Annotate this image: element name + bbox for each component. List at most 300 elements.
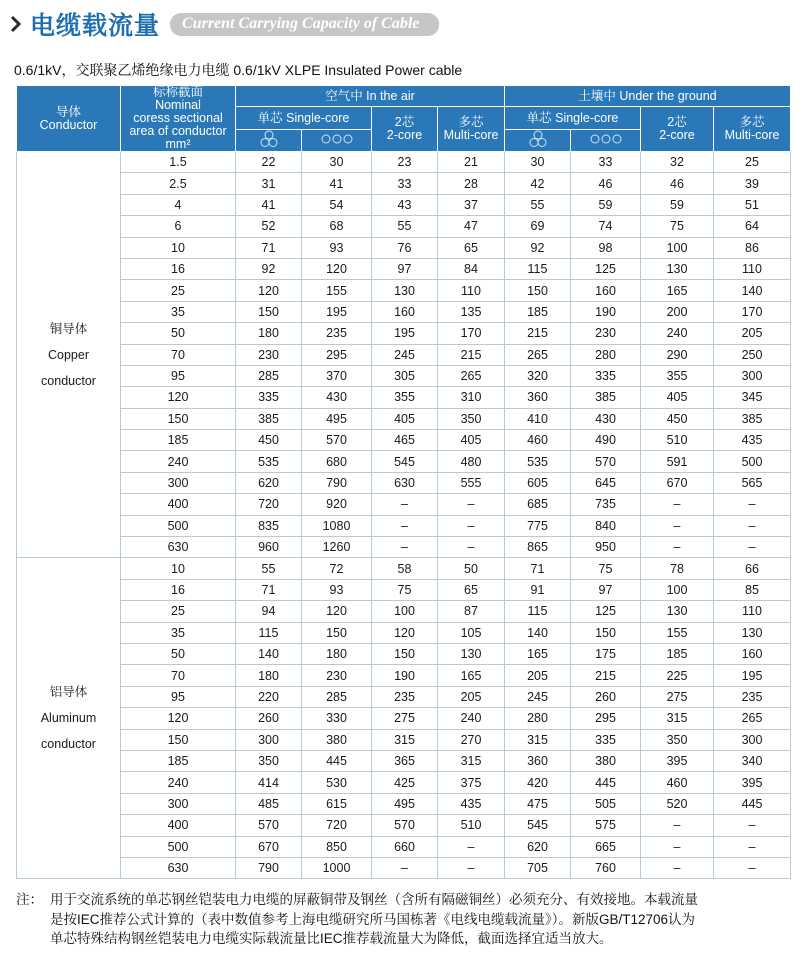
capacity-cell: 615 [302,793,372,814]
capacity-cell: 395 [714,772,791,793]
capacity-cell: 165 [438,665,505,686]
table-row [17,793,791,814]
capacity-cell: 185 [505,301,571,322]
capacity-cell: 91 [505,579,571,600]
nominal-area-cell: 95 [121,686,236,707]
capacity-cell: 245 [505,686,571,707]
table-row [17,237,791,258]
capacity-cell: 205 [438,686,505,707]
capacity-cell: 260 [571,686,641,707]
capacity-cell: 430 [571,408,641,429]
capacity-cell: 55 [372,216,438,237]
capacity-cell: 64 [714,216,791,237]
capacity-cell: 52 [236,216,302,237]
capacity-cell: 760 [571,857,641,878]
capacity-cell: 315 [505,729,571,750]
capacity-cell: 185 [641,643,714,664]
capacity-cell: 630 [372,472,438,493]
capacity-cell: 375 [438,772,505,793]
aluminum-conductor-label: 铝导体 Aluminum conductor [17,558,121,879]
capacity-cell: 480 [438,451,505,472]
capacity-cell: 55 [236,558,302,579]
capacity-cell: 71 [236,237,302,258]
capacity-cell: 175 [571,643,641,664]
nominal-area-cell: 150 [121,729,236,750]
capacity-cell: 120 [372,622,438,643]
nominal-area-cell: 10 [121,237,236,258]
capacity-cell: 240 [438,708,505,729]
capacity-cell: 31 [236,173,302,194]
capacity-cell: 130 [641,601,714,622]
capacity-cell: 150 [302,622,372,643]
flat-arrangement-icon [571,130,641,152]
nominal-area-cell: 35 [121,622,236,643]
table-row [17,750,791,771]
nominal-area-cell: 6 [121,216,236,237]
nominal-area-cell: 400 [121,494,236,515]
capacity-cell: 235 [302,323,372,344]
nominal-area-cell: 240 [121,451,236,472]
capacity-cell: 355 [372,387,438,408]
capacity-cell: 140 [236,643,302,664]
capacity-cell: 315 [438,750,505,771]
capacity-cell: 670 [236,836,302,857]
table-row [17,323,791,344]
nominal-area-cell: 400 [121,815,236,836]
capacity-cell: 445 [571,772,641,793]
capacity-cell: 510 [438,815,505,836]
capacity-cell: 1260 [302,537,372,558]
capacity-cell: 835 [236,515,302,536]
table-row [17,280,791,301]
capacity-cell: 435 [438,793,505,814]
nominal-area-cell: 25 [121,601,236,622]
capacity-cell: 150 [236,301,302,322]
table-subtitle: 0.6/1kV，交联聚乙烯绝缘电力电缆 0.6/1kV XLPE Insulated Power cable [14,62,463,78]
capacity-cell: 22 [236,152,302,173]
capacity-cell: 340 [714,750,791,771]
capacity-cell: 215 [505,323,571,344]
capacity-cell: – [641,494,714,515]
capacity-cell: 245 [372,344,438,365]
capacity-cell: 115 [505,258,571,279]
capacity-cell: 405 [641,387,714,408]
capacity-cell: 110 [438,280,505,301]
capacity-cell: 170 [438,323,505,344]
table-row [17,387,791,408]
capacity-cell: 405 [438,430,505,451]
capacity-cell: 495 [302,408,372,429]
capacity-cell: 575 [571,815,641,836]
capacity-cell: 39 [714,173,791,194]
capacity-cell: 670 [641,472,714,493]
capacity-cell: 59 [571,194,641,215]
capacity-cell: 410 [505,408,571,429]
capacity-cell: 51 [714,194,791,215]
capacity-cell: 555 [438,472,505,493]
page-title-english: Current Carrying Capacity of Cable [170,13,439,36]
capacity-cell: 50 [438,558,505,579]
capacity-cell: 350 [641,729,714,750]
capacity-cell: 76 [372,237,438,258]
capacity-cell: 260 [236,708,302,729]
capacity-cell: 225 [641,665,714,686]
capacity-cell: 250 [714,344,791,365]
capacity-cell: 685 [505,494,571,515]
capacity-cell: 775 [505,515,571,536]
table-row [17,258,791,279]
capacity-cell: 570 [571,451,641,472]
capacity-cell: – [438,857,505,878]
capacity-cell: 33 [571,152,641,173]
capacity-cell: 500 [714,451,791,472]
capacity-cell: 315 [372,729,438,750]
capacity-cell: 545 [372,451,438,472]
capacity-cell: 75 [641,216,714,237]
capacity-cell: 295 [571,708,641,729]
capacity-cell: 78 [641,558,714,579]
capacity-cell: – [714,537,791,558]
capacity-cell: 120 [302,601,372,622]
capacity-cell: 130 [714,622,791,643]
table-row [17,301,791,322]
capacity-cell: 120 [302,258,372,279]
capacity-cell: 43 [372,194,438,215]
capacity-cell: 180 [236,323,302,344]
capacity-cell: 66 [714,558,791,579]
capacity-cell: 93 [302,237,372,258]
capacity-cell: 570 [236,815,302,836]
header-air-2-core: 2芯 2-core [372,107,438,152]
capacity-cell: 150 [372,643,438,664]
nominal-area-cell: 25 [121,280,236,301]
capacity-cell: 230 [571,323,641,344]
table-row [17,515,791,536]
nominal-area-cell: 50 [121,643,236,664]
header-air-multi-core: 多芯 Multi-core [438,107,505,152]
nominal-area-cell: 95 [121,365,236,386]
capacity-cell: – [714,836,791,857]
capacity-cell: 645 [571,472,641,493]
table-row [17,836,791,857]
table-row [17,216,791,237]
capacity-cell: 570 [372,815,438,836]
capacity-cell: 155 [641,622,714,643]
capacity-cell: 405 [372,408,438,429]
table-row [17,430,791,451]
table-row [17,772,791,793]
capacity-cell: – [438,515,505,536]
capacity-cell: 380 [302,729,372,750]
capacity-cell: 475 [505,793,571,814]
capacity-cell: 75 [372,579,438,600]
capacity-cell: 360 [505,750,571,771]
capacity-cell: 565 [714,472,791,493]
capacity-cell: – [641,815,714,836]
capacity-cell: 510 [641,430,714,451]
capacity-cell: 290 [641,344,714,365]
capacity-cell: 100 [641,237,714,258]
capacity-cell: 240 [641,323,714,344]
capacity-cell: 69 [505,216,571,237]
table-row [17,194,791,215]
nominal-area-cell: 35 [121,301,236,322]
capacity-cell: 330 [302,708,372,729]
capacity-cell: 180 [236,665,302,686]
table-row [17,857,791,878]
capacity-cell: 535 [236,451,302,472]
capacity-cell: 285 [302,686,372,707]
capacity-cell: 790 [236,857,302,878]
header-under-ground: 土壤中 Under the ground [505,86,791,107]
capacity-cell: 170 [714,301,791,322]
capacity-cell: 285 [236,365,302,386]
capacity-cell: 110 [714,601,791,622]
capacity-cell: 84 [438,258,505,279]
nominal-area-cell: 240 [121,772,236,793]
footnote-label: 注： [16,892,43,907]
capacity-cell: 460 [641,772,714,793]
capacity-cell: 535 [505,451,571,472]
capacity-cell: 46 [571,173,641,194]
capacity-cell: 230 [236,344,302,365]
capacity-cell: 200 [641,301,714,322]
nominal-area-cell: 300 [121,793,236,814]
capacity-cell: – [438,494,505,515]
table-row [17,815,791,836]
capacity-cell: 450 [641,408,714,429]
capacity-cell: 21 [438,152,505,173]
footnote [16,890,791,949]
capacity-table [16,85,791,879]
nominal-area-cell: 70 [121,344,236,365]
capacity-cell: – [641,836,714,857]
table-row [17,686,791,707]
capacity-cell: 130 [641,258,714,279]
capacity-cell: 33 [372,173,438,194]
capacity-cell: 140 [714,280,791,301]
capacity-cell: 41 [236,194,302,215]
capacity-cell: 230 [302,665,372,686]
footnote-line: 是按IEC推荐公式计算的（表中数值参考上海电缆研究所马国栋著《电线电缆载流量》）。新版GB/T12706认为 [50,911,696,927]
nominal-area-cell: 150 [121,408,236,429]
capacity-cell: 275 [372,708,438,729]
capacity-cell: 620 [236,472,302,493]
capacity-cell: 190 [571,301,641,322]
capacity-cell: 32 [641,152,714,173]
nominal-area-cell: 500 [121,836,236,857]
nominal-area-cell: 630 [121,857,236,878]
capacity-cell: 450 [236,430,302,451]
capacity-cell: 75 [571,558,641,579]
capacity-cell: 58 [372,558,438,579]
table-row [17,408,791,429]
capacity-cell: 160 [571,280,641,301]
flat-arrangement-icon [302,130,372,152]
capacity-cell: 215 [438,344,505,365]
trefoil-arrangement-icon [236,130,302,152]
capacity-cell: 335 [571,729,641,750]
capacity-cell: 25 [714,152,791,173]
capacity-cell: – [372,494,438,515]
capacity-cell: – [372,537,438,558]
nominal-area-cell: 630 [121,537,236,558]
capacity-cell: 920 [302,494,372,515]
capacity-cell: 505 [571,793,641,814]
capacity-cell: 305 [372,365,438,386]
capacity-cell: 37 [438,194,505,215]
capacity-cell: 130 [372,280,438,301]
capacity-cell: 30 [302,152,372,173]
capacity-cell: – [714,494,791,515]
capacity-cell: 315 [641,708,714,729]
table-row [17,643,791,664]
capacity-cell: 195 [714,665,791,686]
capacity-cell: 265 [714,708,791,729]
capacity-cell: 23 [372,152,438,173]
table-row [17,622,791,643]
capacity-cell: 235 [714,686,791,707]
table-row [17,601,791,622]
capacity-cell: 435 [714,430,791,451]
capacity-cell: 665 [571,836,641,857]
capacity-cell: 310 [438,387,505,408]
capacity-cell: 190 [372,665,438,686]
chevron-right-icon [6,9,26,39]
capacity-cell: – [714,815,791,836]
capacity-cell: 355 [641,365,714,386]
nominal-area-cell: 10 [121,558,236,579]
capacity-cell: 380 [571,750,641,771]
capacity-cell: 465 [372,430,438,451]
capacity-cell: – [438,537,505,558]
capacity-cell: 55 [505,194,571,215]
capacity-cell: 395 [641,750,714,771]
capacity-cell: – [714,857,791,878]
capacity-cell: 100 [372,601,438,622]
capacity-cell: 735 [571,494,641,515]
capacity-cell: 30 [505,152,571,173]
capacity-cell: 87 [438,601,505,622]
capacity-cell: 680 [302,451,372,472]
capacity-cell: – [641,857,714,878]
capacity-cell: 320 [505,365,571,386]
capacity-cell: 205 [505,665,571,686]
table-row [17,579,791,600]
table-row [17,472,791,493]
capacity-cell: 545 [505,815,571,836]
capacity-cell: 280 [571,344,641,365]
nominal-area-cell: 120 [121,708,236,729]
copper-conductor-label: 铜导体 Copper conductor [17,152,121,558]
capacity-cell: 300 [236,729,302,750]
capacity-cell: 335 [571,365,641,386]
table-row [17,173,791,194]
header-ground-2-core: 2芯 2-core [641,107,714,152]
capacity-cell: 97 [372,258,438,279]
trefoil-arrangement-icon [505,130,571,152]
capacity-cell: 150 [571,622,641,643]
table-row [17,708,791,729]
capacity-cell: 42 [505,173,571,194]
capacity-cell: 850 [302,836,372,857]
capacity-cell: 65 [438,579,505,600]
capacity-cell: 97 [571,579,641,600]
capacity-cell: 275 [641,686,714,707]
capacity-cell: 300 [714,729,791,750]
capacity-cell: 591 [641,451,714,472]
capacity-cell: 165 [641,280,714,301]
capacity-cell: 120 [236,280,302,301]
capacity-cell: 445 [302,750,372,771]
capacity-cell: 840 [571,515,641,536]
capacity-cell: 425 [372,772,438,793]
capacity-cell: 98 [571,237,641,258]
capacity-cell: 92 [236,258,302,279]
capacity-cell: 350 [438,408,505,429]
capacity-cell: 150 [505,280,571,301]
capacity-cell: 720 [236,494,302,515]
capacity-cell: 1000 [302,857,372,878]
capacity-cell: 68 [302,216,372,237]
capacity-cell: 265 [438,365,505,386]
capacity-cell: 135 [438,301,505,322]
capacity-cell: 74 [571,216,641,237]
capacity-cell: 265 [505,344,571,365]
capacity-cell: 1080 [302,515,372,536]
nominal-area-cell: 120 [121,387,236,408]
capacity-cell: 335 [236,387,302,408]
nominal-area-cell: 1.5 [121,152,236,173]
capacity-cell: 385 [571,387,641,408]
capacity-cell: 71 [236,579,302,600]
capacity-cell: 220 [236,686,302,707]
capacity-cell: 72 [302,558,372,579]
table-row [17,729,791,750]
table-row [17,558,791,579]
capacity-cell: 47 [438,216,505,237]
capacity-cell: 345 [714,387,791,408]
capacity-cell: 430 [302,387,372,408]
capacity-cell: – [641,537,714,558]
capacity-cell: 100 [641,579,714,600]
capacity-cell: 385 [236,408,302,429]
capacity-cell: 85 [714,579,791,600]
nominal-area-cell: 185 [121,750,236,771]
nominal-area-cell: 2.5 [121,173,236,194]
capacity-cell: 215 [571,665,641,686]
capacity-cell: 195 [302,301,372,322]
capacity-cell: 130 [438,643,505,664]
capacity-cell: 140 [505,622,571,643]
capacity-cell: – [641,515,714,536]
capacity-cell: 165 [505,643,571,664]
capacity-cell: 205 [714,323,791,344]
capacity-cell: 94 [236,601,302,622]
capacity-cell: 360 [505,387,571,408]
capacity-cell: 235 [372,686,438,707]
capacity-cell: 41 [302,173,372,194]
nominal-area-cell: 185 [121,430,236,451]
header-air-single-core: 单芯 Single-core [236,107,372,130]
nominal-area-cell: 16 [121,579,236,600]
footnote-line: 用于交流系统的单芯钢丝铠装电力电缆的屏蔽铜带及钢丝（含所有隔磁铜丝）必须充分、有效接地。本载流量 [50,892,698,907]
capacity-cell: 445 [714,793,791,814]
capacity-cell: – [714,515,791,536]
table-row [17,365,791,386]
capacity-cell: 180 [302,643,372,664]
header-in-air: 空气中 In the air [236,86,505,107]
